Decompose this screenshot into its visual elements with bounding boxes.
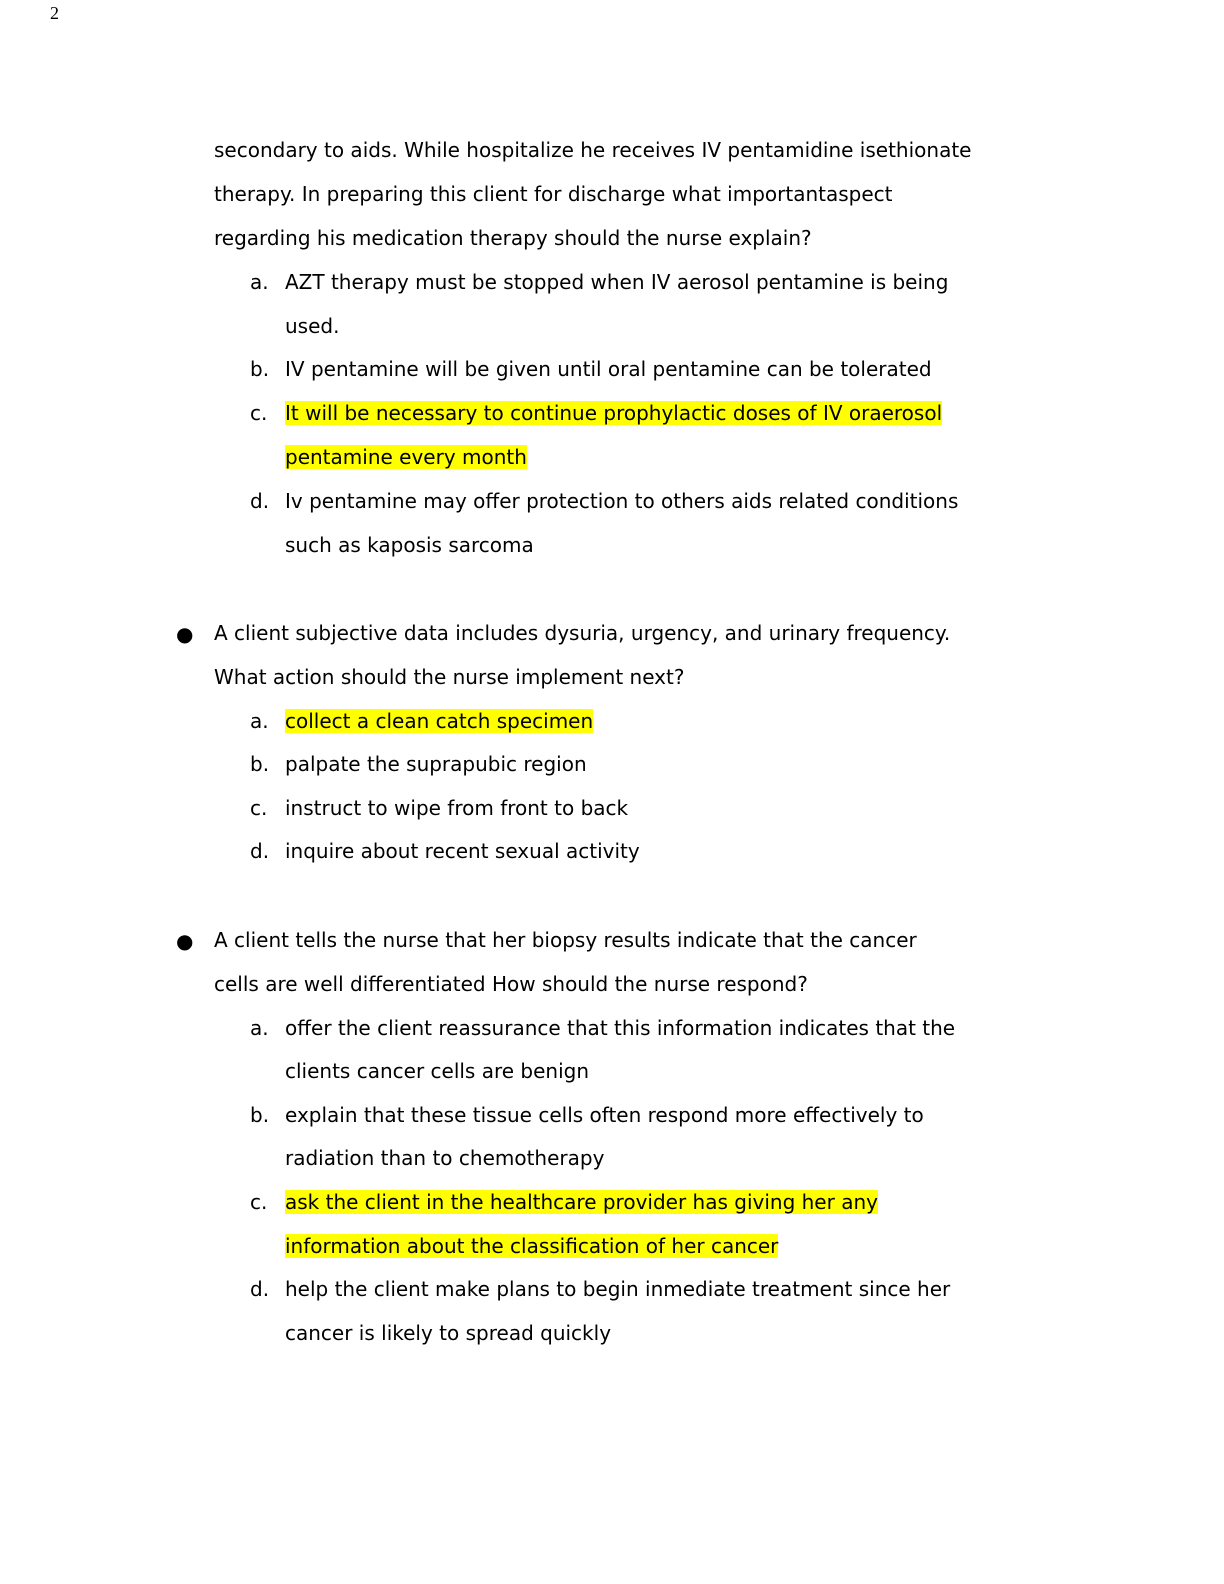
option-text: inquire about recent sexual activity xyxy=(285,839,640,863)
option-text-continuation: clients cancer cells are benign xyxy=(285,1059,590,1083)
highlighted-answer-text: collect a clean catch specimen xyxy=(285,709,594,733)
question1-option-a xyxy=(250,270,948,294)
option-letter: c. xyxy=(250,796,268,820)
question3-stem-line: cells are well differentiated How should the nurse respond? xyxy=(214,972,808,996)
bullet-icon: ● xyxy=(176,622,194,646)
option-letter: c. xyxy=(250,1190,268,1214)
option-text: palpate the suprapubic region xyxy=(285,752,587,776)
question1-stem-line: therapy. In preparing this client for discharge what importantaspect xyxy=(214,182,893,206)
question1-option-d xyxy=(250,489,958,513)
option-letter: b. xyxy=(250,1103,270,1127)
question1-stem-line: regarding his medication therapy should the nurse explain? xyxy=(214,226,812,250)
question2-stem-line: A client subjective data includes dysuria, urgency, and urinary frequency. xyxy=(214,621,951,645)
option-text: help the client make plans to begin inmediate treatment since her xyxy=(285,1277,951,1301)
option-text: instruct to wipe from front to back xyxy=(285,796,629,820)
question3-option-d xyxy=(250,1277,950,1301)
option-text: explain that these tissue cells often respond more effectively to xyxy=(285,1103,924,1127)
option-text-continuation: cancer is likely to spread quickly xyxy=(285,1321,612,1345)
question2-option-d xyxy=(250,839,640,863)
option-letter: d. xyxy=(250,1277,270,1301)
option-text-continuation: used. xyxy=(285,314,340,338)
option-text: IV pentamine will be given until oral pentamine can be tolerated xyxy=(285,357,932,381)
option-text-continuation: such as kaposis sarcoma xyxy=(285,533,534,557)
question3-option-b xyxy=(250,1103,924,1127)
question1-stem-line: secondary to aids. While hospitalize he receives IV pentamidine isethionate xyxy=(214,138,972,162)
option-letter: a. xyxy=(250,709,269,733)
option-letter: d. xyxy=(250,489,270,513)
option-text-continuation xyxy=(285,445,527,469)
option-letter: b. xyxy=(250,752,270,776)
question3-option-c xyxy=(250,1190,878,1214)
question1-option-b xyxy=(250,357,932,381)
option-text: AZT therapy must be stopped when IV aerosol pentamine is being xyxy=(285,270,949,294)
highlighted-answer-text: pentamine every month xyxy=(285,445,527,469)
option-letter: a. xyxy=(250,1016,269,1040)
option-letter: c. xyxy=(250,401,268,425)
option-letter: a. xyxy=(250,270,269,294)
question3-stem-line: A client tells the nurse that her biopsy results indicate that the cancer xyxy=(214,928,917,952)
question2-option-a xyxy=(250,709,593,733)
page-number: 2 xyxy=(50,3,59,23)
option-text: offer the client reassurance that this information indicates that the xyxy=(285,1016,956,1040)
question2-option-b xyxy=(250,752,587,776)
highlighted-answer-text: information about the classification of her cancer xyxy=(285,1234,779,1258)
option-text: Iv pentamine may offer protection to others aids related conditions xyxy=(285,489,959,513)
highlighted-answer-text: ask the client in the healthcare provider has giving her any xyxy=(285,1190,878,1214)
option-text-continuation: radiation than to chemotherapy xyxy=(285,1146,605,1170)
bullet-icon: ● xyxy=(176,929,194,953)
option-letter: d. xyxy=(250,839,270,863)
question3-option-a xyxy=(250,1016,955,1040)
question2-option-c xyxy=(250,796,628,820)
option-text-continuation xyxy=(285,1234,778,1258)
highlighted-answer-text: It will be necessary to continue prophylactic doses of IV oraerosol xyxy=(285,401,943,425)
option-letter: b. xyxy=(250,357,270,381)
question2-stem-line: What action should the nurse implement next? xyxy=(214,665,685,689)
question1-option-c xyxy=(250,401,942,425)
